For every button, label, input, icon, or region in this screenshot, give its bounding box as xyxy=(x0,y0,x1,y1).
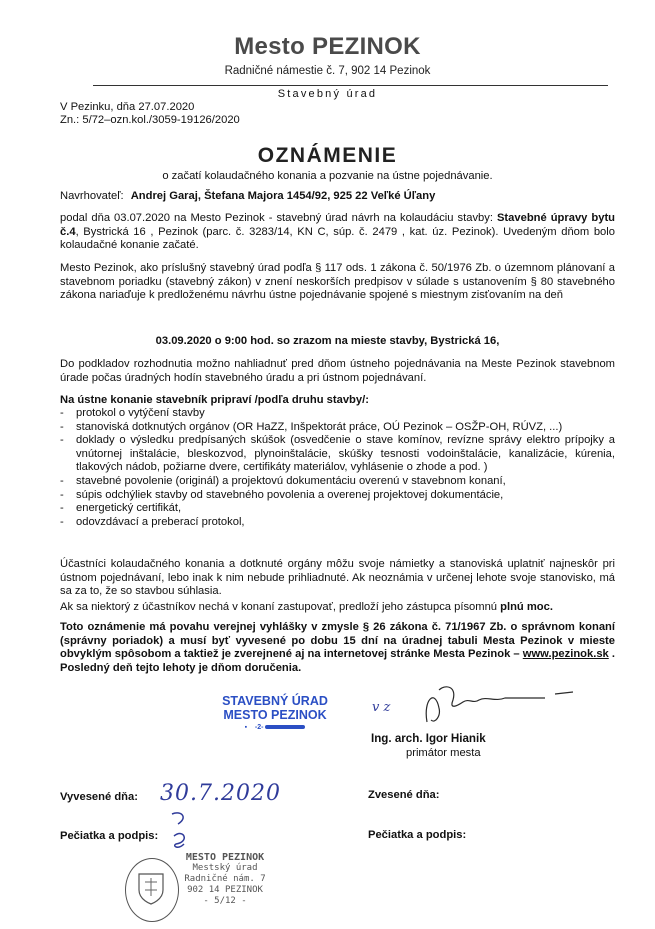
round-stamp-line-4: 902 14 PEZINOK xyxy=(187,885,263,895)
applicant-value: Andrej Garaj, Štefana Majora 1454/92, 925 22 Veľké Úľany xyxy=(130,190,436,202)
list-item: - odovzdávací a preberací protokol, xyxy=(60,516,615,530)
removed-date-label: Zvesené dňa: xyxy=(368,789,440,801)
paragraph-objections: Účastníci kolaudačného konania a dotknuté orgány môžu svoje námietky a stanoviská uplatniť najneskôr pri ústnom pojednávaní, lebo inak k nim nebude prihliadnuté. Ak neoznámia v určenej lehote svoje stanovisko, má sa za to, že so stavbou súhlasia. xyxy=(60,558,615,598)
round-stamp xyxy=(125,852,275,926)
list-item: - súpis odchýliek stavby od stavebného povolenia a overenej projektovej dokumentácie, xyxy=(60,489,615,503)
city-address: Radničné námestie č. 7, 902 14 Pezinok xyxy=(224,65,431,77)
handwritten-initial xyxy=(168,808,198,853)
signatory-role: primátor mesta xyxy=(406,747,481,759)
submission-text-end: , Bystrická 16 , Pezinok (parc. č. 3283/14, KN C, súp. č. 2479 , kat. úz. Pezinok). Uvedeným dňom bolo kolaudačné konanie začaté. xyxy=(60,225,615,252)
list-item: - stanoviská dotknutých orgánov (OR HaZZ, Inšpektorát práce, OÚ Pezinok – OSŽP-OH, RÚVZ, ...) xyxy=(60,421,615,435)
round-stamp-line-3: Radničné nám. 7 xyxy=(184,874,266,884)
list-item: - protokol o vytýčení stavby xyxy=(60,407,615,421)
list-item: - energetický certifikát, xyxy=(60,502,615,516)
requirements-heading: Na ústne konanie stavebník pripraví /podľa druhu stavby/: xyxy=(60,394,369,406)
round-stamp-line-1: MESTO PEZINOK xyxy=(185,852,265,863)
meeting-date: 03.09.2020 o 9:00 hod. so zrazom na mieste stavby, Bystrická 16, xyxy=(155,335,500,347)
seal-label-right: Pečiatka a podpis: xyxy=(368,829,467,841)
handwritten-signature xyxy=(405,680,585,730)
public-notice-text-end: . Posledný deň tejto lehoty je dňom doručenia. xyxy=(60,648,615,674)
round-stamp-text xyxy=(175,852,275,907)
stamp-line-2: MESTO PEZINOK xyxy=(223,708,327,722)
round-stamp-line-5: - 5/12 - xyxy=(203,896,247,906)
website-link[interactable]: www.pezinok.sk xyxy=(522,648,609,661)
construction-name: Stavebné úpravy bytu č.4 xyxy=(60,212,616,238)
paragraph-documents: Do podkladov rozhodnutia možno nahliadnuť pred dňom ústneho pojednávania na Meste Pezinok stavebnom úrade počas úradných hodín stavebného úradu a pri ústnom pojednávaní. xyxy=(60,358,615,384)
document-subtitle: o začatí kolaudačného konania a pozvanie na ústne pojednávanie. xyxy=(162,170,493,182)
city-title: Mesto PEZINOK xyxy=(234,33,421,60)
applicant-line xyxy=(60,190,620,204)
paragraph-public-notice xyxy=(60,621,615,675)
power-of-attorney: plnú moc. xyxy=(500,601,553,613)
reference-number: Zn.: 5/72–ozn.kol./3059-19126/2020 xyxy=(60,114,240,126)
list-item: - doklady o výsledku predpísaných skúšok (osvedčenie o stave komínov, revízne správy elektro prípojky a vnútornej inštalácie, bleskozvod, plynoinštalácie, skúšky tesnosti vodoinštalácie, kanalizácie, kúrenia, tlakových nádob, požiarne dvere, certifikáty materiálov, vyhlásenie o zhode a pod. ) xyxy=(60,434,615,475)
representation-text: Ak sa niektorý z účastníkov nechá v konaní zastupovať, predloží jeho zástupca písomnú xyxy=(60,601,501,613)
signature-prefix: v z xyxy=(372,700,391,715)
office-stamp xyxy=(205,694,345,734)
paragraph-submission xyxy=(60,212,615,253)
header-divider xyxy=(93,85,608,86)
paragraph-legal-basis: Mesto Pezinok, ako príslušný stavebný úrad podľa § 117 ods. 1 zákona č. 50/1976 Zb. o územnom plánovaní a stavebnom poriadku (stavebný zákon) v znení neskorších predpisov v súlade s ustanovením § 80 stavebného zákona nariaďuje k predloženému návrhu ústne pojednávanie spojené s miestnym zisťovaním na deň xyxy=(60,262,615,302)
public-notice-text: Toto oznámenie má povahu verejnej vyhlášky v zmysle § 26 zákona č. 71/1967 Zb. o správnom konaní (správny poriadok) a musí byť vyvesené po dobu 15 dní na úradnej tabuli Mesta Pezinok v mieste obvyklým spôsobom a taktiež je zverejnené aj na internetovej stránke Mesta Pezinok – xyxy=(60,621,615,661)
paragraph-representation xyxy=(60,601,620,615)
list-item: - stavebné povolenie (originál) a projektovú dokumentáciu overenú v stavebnom konaní, xyxy=(60,475,615,489)
seal-label-left: Pečiatka a podpis: xyxy=(60,830,159,842)
round-stamp-line-2: Mestský úrad xyxy=(192,863,258,873)
signatory-name: Ing. arch. Igor Hianik xyxy=(371,732,486,745)
coat-of-arms-icon xyxy=(137,872,165,906)
applicant-label: Navrhovateľ: xyxy=(60,190,124,202)
requirements-list xyxy=(60,407,615,529)
date-line: V Pezinku, dňa 27.07.2020 xyxy=(60,101,195,113)
posted-date-label: Vyvesené dňa: xyxy=(60,791,138,803)
stamp-line-1: STAVEBNÝ ÚRAD xyxy=(222,694,328,708)
posted-date-value: 30.7.2020 xyxy=(160,781,281,806)
submission-text: podal dňa 03.07.2020 na Mesto Pezinok - stavebný úrad návrh na kolaudáciu stavby: xyxy=(60,212,497,224)
document-title: OZNÁMENIE xyxy=(257,144,398,167)
stamp-line-3: ▪ -2- xyxy=(205,722,345,734)
office-name: Stavebný úrad xyxy=(277,88,378,100)
